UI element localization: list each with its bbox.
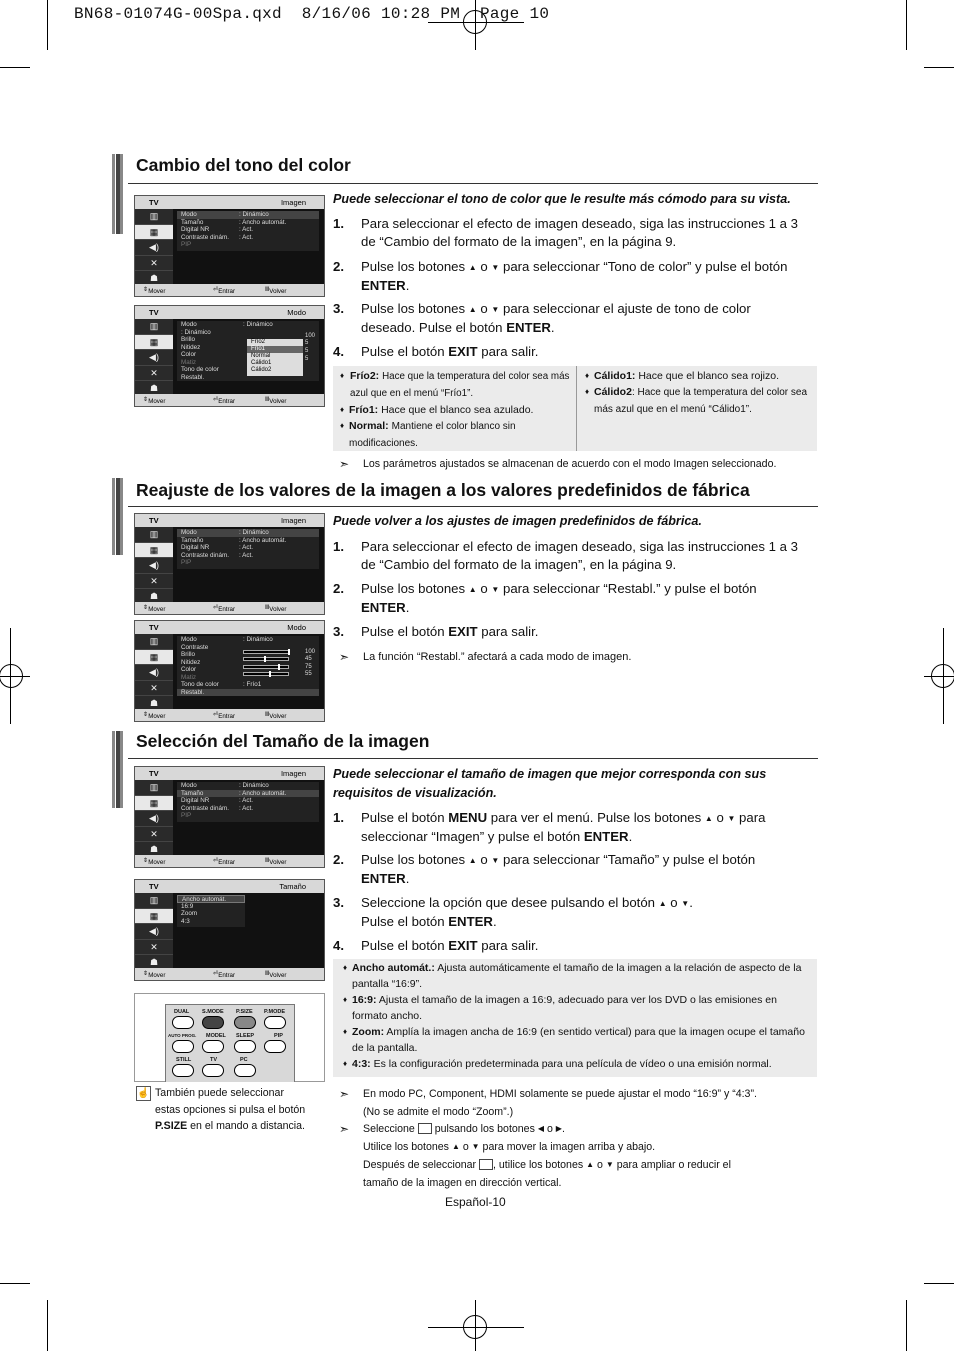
note: ➣ Los parámetros ajustados se almacenan de acuerdo con el modo Imagen seleccionado. (339, 457, 777, 471)
note: ➣ En modo PC, Component, HDMI solamente se puede ajustar el modo “16:9” y “4:3”. (No se admite el modo “Zoom”.) (339, 1087, 757, 1118)
crop-mark (906, 0, 907, 50)
osd-picture-menu: TV Imagen ▥ ▦ ◀) ✕ ☗ Modo : Dinámico Tamaño : Ancho automát. Digital NR : Act. Contraste dinám. : Act. PIP ⇕ Mover ⏎ Entrar Ⅲ Volver (134, 513, 325, 615)
remote-tip: También puede seleccionar estas opciones si pulsa el botón P.SIZE en el mando a distancia. (155, 1087, 306, 1132)
step: 3. Pulse los botones ▲ o ▼ para seleccionar el ajuste de tono de color deseado. Pulse el botón ENTER. (333, 301, 751, 335)
osd-reset-menu: TV Modo ▥ ▦ ◀) ✕ ☗ Modo : Dinámico Contraste Brillo Nitidez Color Matiz Tono de color : Frío1 Restabl. 100 45 75 55 ⇕ Mover ⏎ Entrar Ⅲ Volver (134, 620, 325, 722)
page-number: Español-10 (445, 1195, 506, 1209)
crop-mark (906, 1300, 907, 1351)
registration-mark (931, 664, 954, 688)
zoom-mode-icon (479, 1159, 493, 1170)
crop-mark (0, 1283, 30, 1284)
step: 1. Para seleccionar el efecto de imagen deseado, siga las instrucciones 1 a 3 de “Cambio del formato de la imagen”, en la página 9. (333, 216, 798, 249)
section-bar (112, 478, 123, 555)
sleep-key (234, 1040, 256, 1053)
osd-size-menu: TV Tamaño ▥ ▦ ◀) ✕ ☗ Ancho automát. 16:9 Zoom 4:3 ⇕ Mover ⏎ Entrar Ⅲ Volver (134, 879, 325, 981)
zoom-mode-icon (418, 1123, 432, 1134)
registration-mark (0, 664, 23, 688)
step: 3. Pulse el botón EXIT para salir. (333, 624, 539, 639)
crop-mark (47, 1300, 48, 1351)
tv-key (202, 1064, 224, 1077)
file-header: BN68-01074G-00Spa.qxd 8/16/06 10:28 PM Page 10 (74, 5, 550, 23)
section-intro: Puede seleccionar el tamaño de imagen que mejor corresponda con sus requisitos de visualización. (333, 767, 767, 800)
smode-key (202, 1016, 224, 1029)
osd-picture-menu: TV Imagen ▥ ▦ ◀) ✕ ☗ Modo : Dinámico Tamaño : Ancho automát. Digital NR : Act. Contraste dinám. : Act. PIP ⇕ Mover ⏎ Entrar Ⅲ Volver (134, 766, 325, 868)
still-key (172, 1064, 194, 1077)
note: ➣ Seleccione pulsando los botones ◀ o ▶. Utilice los botones ▲ o ▼ para mover la imagen arriba y abajo. Después de seleccionar , utilice los botones ▲ o ▼ para ampliar o reducir el tamaño de la imagen en dirección vertical. (339, 1122, 731, 1189)
size-options-box: ♦ Ancho automát.: Ajusta automáticamente el tamaño de la imagen a la relación de aspecto de la pantalla “16:9”. ♦ 16:9: Ajusta el tamaño de la imagen a 16:9, adecuado para ver los DVD o las emisiones en formato ancho. ♦ Zoom: Amplía la imagen ancha de 16:9 (en sentido vertical) para que la imagen ocupe el tamaño de la pantalla. ♦ 4:3: Es la configuración predeterminada para una película de vídeo o una emisión normal. (333, 959, 817, 1077)
tone-options-right: ♦ Cálido1: Hace que el blanco sea rojizo. ♦ Cálido2: Hace que la temperatura del color sea más azul que en el menú “Cálido1”. (585, 370, 808, 415)
step: 2. Pulse los botones ▲ o ▼ para seleccionar “Tono de color” y pulse el botón ENTER. (333, 259, 788, 293)
section-title: Reajuste de los valores de la imagen a los valores predefinidos de fábrica (136, 480, 750, 500)
section-intro: Puede seleccionar el tono de color que le resulte más cómodo para su vista. (333, 192, 791, 206)
step: 1. Para seleccionar el efecto de imagen deseado, siga las instrucciones 1 a 3 de “Cambio del formato de la imagen”, en la página 9. (333, 539, 798, 572)
section-title: Selección del Tamaño de la imagen (136, 731, 430, 751)
step: 4. Pulse el botón EXIT para salir. (333, 344, 539, 359)
pc-key (234, 1064, 256, 1077)
section-bar (112, 154, 123, 234)
section-intro: Puede volver a los ajustes de imagen predefinidos de fábrica. (333, 514, 702, 528)
step: 2. Pulse los botones ▲ o ▼ para seleccionar “Tamaño” y pulse el botón ENTER. (333, 852, 756, 886)
dual-key (172, 1016, 194, 1029)
tone-options-left: ♦ Frío2: Hace que la temperatura del color sea más azul que en el menú “Frío1”. ♦ Frío1: Hace que el blanco sea azulado. ♦ Normal: Mantiene el color blanco sin modificaciones. (340, 370, 570, 449)
pmode-key (264, 1016, 286, 1029)
osd-tone-menu: TV Modo ▥ ▦ ◀) ✕ ☗ Modo : Dinámico : Dinámico Brillo Nitidez Color Matiz Tono de color Restabl. 100 5 5 5 Frío2 Frío1 Normal Cálido1 Cálido2 ⇕ Mover ⏎ Entrar Ⅲ Volver (134, 305, 325, 407)
autoprog-key (172, 1040, 194, 1053)
crop-mark (0, 67, 30, 68)
crop-mark (924, 1283, 954, 1284)
pip-key (264, 1040, 286, 1053)
section-title: Cambio del tono del color (136, 155, 351, 175)
section-rule (128, 183, 818, 184)
psize-key (234, 1016, 256, 1029)
crop-mark (924, 67, 954, 68)
remote-control-illustration: DUAL S.MODE P.SIZE P.MODE AUTO PROG. MODEL SLEEP PIP STILL TV PC (134, 993, 325, 1082)
crop-mark (47, 0, 48, 50)
note: ➣ La función “Restabl.” afectará a cada modo de imagen. (339, 650, 632, 664)
step: 3. Seleccione la opción que desee pulsando el botón ▲ o ▼. Pulse el botón ENTER. (333, 895, 693, 929)
model-key (202, 1040, 224, 1053)
step: 1. Pulse el botón MENU para ver el menú. Pulse los botones ▲ o ▼ para seleccionar “Imagen” y pulse el botón ENTER. (333, 810, 766, 844)
section-rule (128, 506, 818, 507)
hand-pointer-icon: ☝ (137, 1088, 150, 1099)
tone-options-box (333, 366, 817, 451)
osd-picture-menu: TV Imagen ▥ ▦ ◀) ✕ ☗ Modo : Dinámico Tamaño : Ancho automát. Digital NR : Act. Contraste dinám. : Act. PIP ⇕ Mover ⏎ Entrar Ⅲ Volver (134, 195, 325, 297)
step: 4. Pulse el botón EXIT para salir. (333, 938, 539, 953)
step: 2. Pulse los botones ▲ o ▼ para seleccionar “Restabl.” y pulse el botón ENTER. (333, 581, 757, 615)
section-bar (112, 731, 123, 808)
registration-mark (463, 1315, 487, 1339)
section-rule (128, 758, 818, 759)
